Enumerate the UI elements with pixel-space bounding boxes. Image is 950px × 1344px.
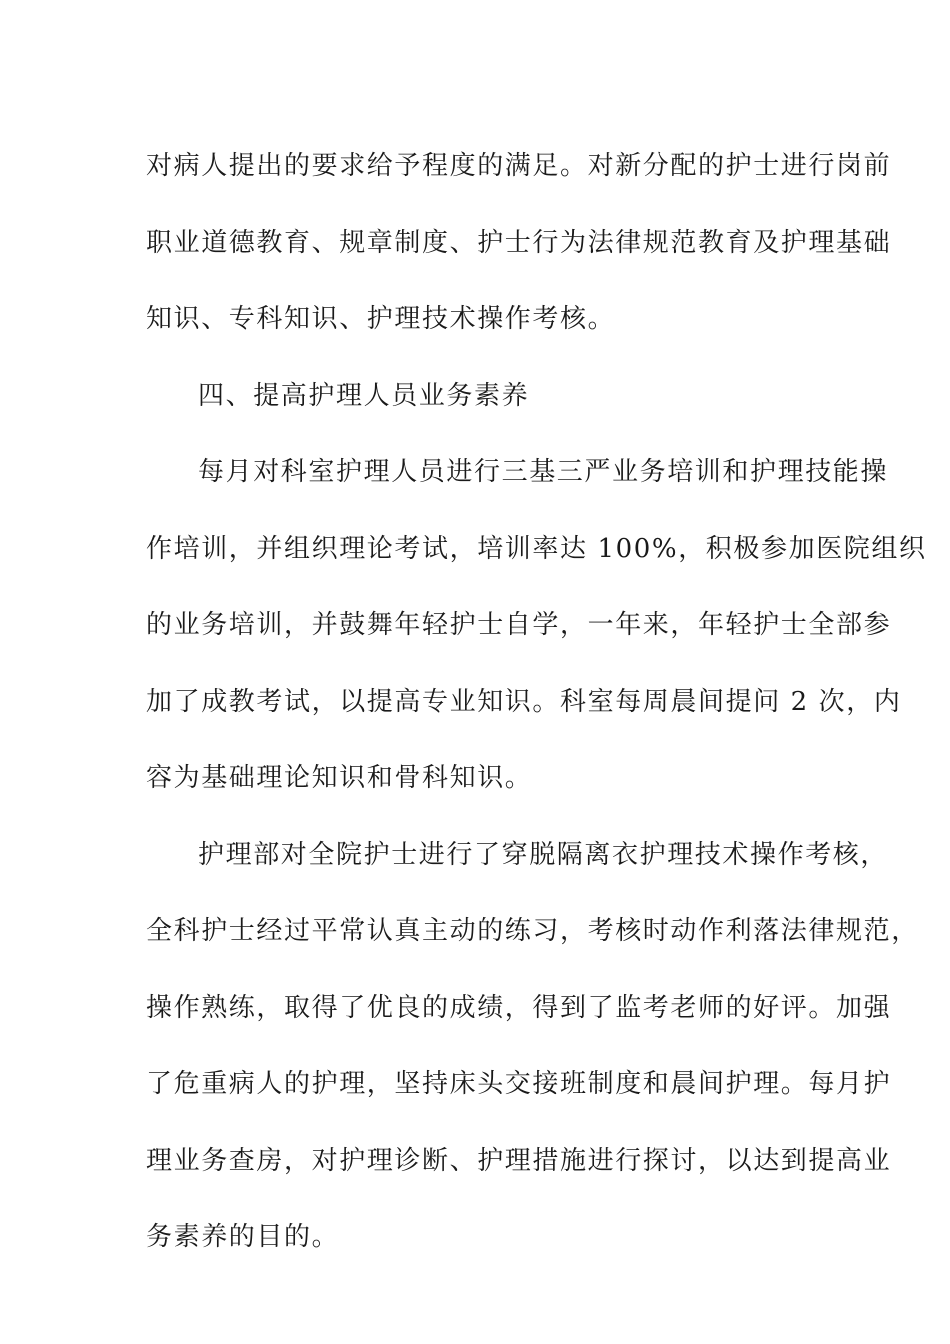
text-line: 作培训，并组织理论考试，培训率达 100%，积极参加医院组织 bbox=[146, 533, 927, 564]
section-heading: 四、提高护理人员业务素养 bbox=[198, 380, 530, 411]
text-line: 护理部对全院护士进行了穿脱隔离衣护理技术操作考核， bbox=[198, 839, 889, 870]
text-line: 全科护士经过平常认真主动的练习，考核时动作利落法律规范， bbox=[146, 916, 919, 946]
text-line: 务素养的目的。 bbox=[146, 1222, 340, 1252]
text-line: 操作熟练，取得了优良的成绩，得到了监考老师的好评。加强 bbox=[146, 992, 892, 1023]
text-line: 理业务查房，对护理诊断、护理措施进行探讨，以达到提高业 bbox=[146, 1145, 892, 1176]
body-text bbox=[146, 128, 927, 1276]
text-line: 每月对科室护理人员进行三基三严业务培训和护理技能操 bbox=[198, 457, 889, 487]
text-line: 对病人提出的要求给予程度的满足。对新分配的护士进行岗前 bbox=[146, 151, 892, 181]
text-line: 知识、专科知识、护理技术操作考核。 bbox=[146, 304, 616, 334]
text-line: 的业务培训，并鼓舞年轻护士自学，一年来，年轻护士全部参 bbox=[146, 610, 892, 640]
text-line: 了危重病人的护理，坚持床头交接班制度和晨间护理。每月护 bbox=[146, 1069, 892, 1099]
text-line: 加了成教考试，以提高专业知识。科室每周晨间提问 2 次，内 bbox=[146, 686, 902, 717]
text-line: 职业道德教育、规章制度、护士行为法律规范教育及护理基础 bbox=[146, 227, 892, 258]
text-line: 容为基础理论知识和骨科知识。 bbox=[146, 763, 533, 793]
